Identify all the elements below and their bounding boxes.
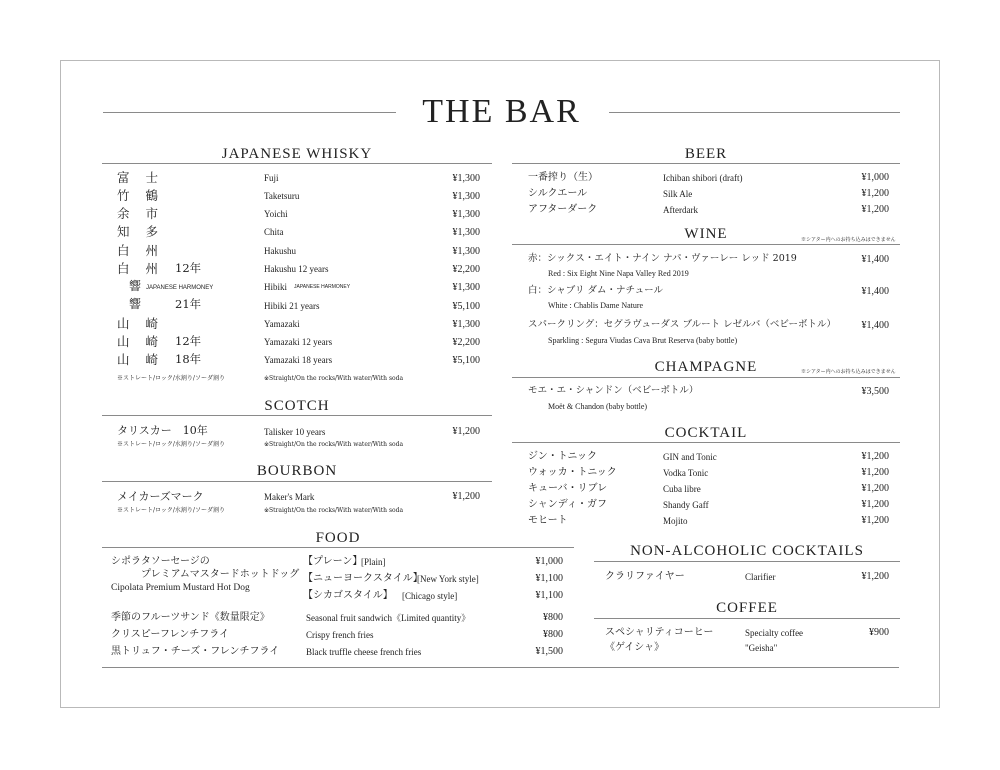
page-title: THE BAR [422, 93, 581, 130]
whisky-en: Yamazaki 18 years [264, 355, 333, 365]
section-wine: WINE [684, 226, 728, 242]
champagne-en: Moët & Chandon (baby bottle) [548, 402, 648, 411]
whisky-price: ¥2,200 [452, 337, 480, 348]
cocktail-price: ¥1,200 [861, 451, 889, 462]
whisky-en: Chita [264, 227, 284, 237]
section-scotch: SCOTCH [264, 398, 330, 414]
whisky-jp: 知 多 [117, 224, 164, 239]
whisky-price: ¥1,300 [452, 209, 480, 220]
whisky-jp-sub: JAPANESE HARMONEY [146, 285, 214, 291]
food-item-jp: クリスピーフレンチフライ [111, 629, 229, 640]
beer-jp: アフターダーク [528, 204, 598, 215]
section-champagne: CHAMPAGNE [654, 359, 758, 375]
section-bourbon: BOURBON [256, 463, 338, 479]
whisky-en: Hibiki [264, 282, 288, 292]
cocktail-jp: モヒート [528, 515, 568, 526]
section-rule [594, 561, 900, 562]
beer-price: ¥1,000 [861, 172, 889, 183]
coffee-jp-line2: 《ゲイシャ》 [605, 642, 665, 653]
whisky-price: ¥1,300 [452, 282, 480, 293]
whisky-jp: 白 州 [117, 261, 164, 276]
cocktail-jp: ウォッカ・トニック [528, 467, 617, 478]
section-rule [512, 163, 900, 164]
wine-jp: 白：シャブリ ダム・ナチュール [528, 285, 663, 296]
bottom-rule [102, 667, 899, 668]
cocktail-jp: ジン・トニック [528, 451, 597, 462]
cocktail-jp: キューバ・リブレ [528, 483, 608, 494]
coffee-en-line2: "Geisha" [745, 643, 778, 653]
whisky-age: 12年 [175, 261, 202, 275]
champagne-carry-in-note: ※シアター内へのお持ち込みはできません [801, 369, 896, 375]
food-item-price: ¥800 [543, 612, 563, 623]
section-rule [102, 415, 492, 416]
whisky-jp: 響 [129, 297, 142, 311]
whisky-en: Fuji [264, 173, 279, 183]
whisky-en: Yamazaki 12 years [264, 337, 333, 347]
whisky-jp: 山 崎 [117, 334, 164, 349]
whisky-jp: 山 崎 [117, 316, 164, 331]
section-coffee: COFFEE [716, 600, 778, 616]
serve-note-en: ※Straight/On the rocks/With water/With soda [264, 441, 404, 448]
whisky-jp: 富 士 [117, 170, 164, 185]
food-option-jp: 【ニューヨークスタイル】 [303, 573, 423, 584]
scotch-en: Talisker 10 years [264, 427, 326, 437]
wine-price: ¥1,400 [861, 320, 889, 331]
section-rule [594, 618, 900, 619]
whisky-price: ¥1,300 [452, 191, 480, 202]
food-item-jp: 季節のフルーツサンド《数量限定》 [111, 612, 270, 623]
coffee-price: ¥900 [869, 627, 889, 638]
whisky-age: 12年 [175, 334, 202, 348]
cocktail-jp: シャンディ・ガフ [528, 499, 607, 510]
wine-price: ¥1,400 [861, 286, 889, 297]
whisky-age: 21年 [175, 297, 202, 311]
whisky-jp: 白 州 [117, 243, 164, 258]
food-item-price: ¥1,500 [535, 646, 563, 657]
beer-en: Afterdark [663, 205, 698, 215]
wine-price: ¥1,400 [861, 254, 889, 265]
cocktail-en: GIN and Tonic [663, 452, 717, 462]
beer-jp: 一番搾り（生） [528, 172, 598, 183]
food-option-jp: 【プレーン】 [303, 556, 363, 567]
food-item-en: Seasonal fruit sandwich《Limited quantity》 [306, 613, 471, 623]
serve-note-jp: ※ストレート/ロック/水割り/ソーダ割り [117, 375, 225, 382]
bourbon-en: Maker's Mark [264, 492, 315, 502]
section-japanese-whisky: JAPANESE WHISKY [221, 146, 373, 162]
whisky-en: Taketsuru [264, 191, 300, 201]
food-option-price: ¥1,100 [535, 590, 563, 601]
scotch-jp: タリスカー 10年 [117, 424, 208, 437]
serve-note-jp: ※ストレート/ロック/水割り/ソーダ割り [117, 507, 225, 514]
wine-jp: スパークリング：セグラヴューダス ブルート レゼルバ（ベビーボトル） [528, 319, 837, 330]
food-item-price: ¥800 [543, 629, 563, 640]
section-food: FOOD [315, 530, 361, 546]
whisky-en-sub: JAPANESE HARMONEY [294, 284, 351, 290]
food-option-price: ¥1,000 [535, 556, 563, 567]
beer-en: Ichiban shibori (draft) [663, 173, 743, 183]
whisky-price: ¥2,200 [452, 264, 480, 275]
wine-en: Sparkling : Segura Viudas Cava Brut Reserva (baby bottle) [548, 336, 738, 345]
non-alcoholic-en: Clarifier [745, 572, 776, 582]
bourbon-jp: メイカーズマーク [117, 490, 204, 503]
whisky-en: Yoichi [264, 209, 288, 219]
whisky-en: Hakushu 12 years [264, 264, 329, 274]
food-option-en: [New York style] [417, 574, 479, 584]
food-option-en: [Chicago style] [402, 591, 458, 601]
whisky-price: ¥5,100 [452, 301, 480, 312]
serve-note-jp: ※ストレート/ロック/水割り/ソーダ割り [117, 441, 225, 448]
food-hotdog-en: Cipolata Premium Mustard Hot Dog [111, 583, 250, 593]
whisky-price: ¥1,300 [452, 227, 480, 238]
serve-note-en: ※Straight/On the rocks/With water/With soda [264, 507, 404, 514]
whisky-jp: 余 市 [117, 206, 164, 221]
wine-carry-in-note: ※シアター内へのお持ち込みはできません [801, 237, 896, 243]
wine-jp: 赤：シックス・エイト・ナイン ナパ・ヴァーレー レッド 2019 [528, 253, 797, 264]
beer-jp: シルクエール [528, 188, 588, 199]
whisky-price: ¥1,300 [452, 246, 480, 257]
non-alcoholic-price: ¥1,200 [861, 571, 889, 582]
beer-price: ¥1,200 [861, 204, 889, 215]
whisky-price: ¥5,100 [452, 355, 480, 366]
section-cocktail: COCKTAIL [664, 425, 748, 441]
food-hotdog-jp-line2: プレミアムマスタードホットドッグ [141, 569, 300, 580]
bourbon-price: ¥1,200 [452, 491, 480, 502]
cocktail-en: Shandy Gaff [663, 500, 709, 510]
cocktail-price: ¥1,200 [861, 483, 889, 494]
serve-note-en: ※Straight/On the rocks/With water/With soda [264, 375, 404, 382]
cocktail-en: Mojito [663, 516, 688, 526]
cocktail-price: ¥1,200 [861, 467, 889, 478]
food-option-en: [Plain] [361, 557, 386, 567]
section-rule [512, 442, 900, 443]
whisky-en: Hibiki 21 years [264, 301, 320, 311]
whisky-age: 18年 [175, 352, 202, 366]
section-beer: BEER [684, 146, 728, 162]
food-option-price: ¥1,100 [535, 573, 563, 584]
whisky-price: ¥1,300 [452, 173, 480, 184]
cocktail-en: Cuba libre [663, 484, 701, 494]
wine-en: Red : Six Eight Nine Napa Valley Red 2019 [548, 269, 689, 278]
whisky-price: ¥1,300 [452, 319, 480, 330]
coffee-en-line1: Specialty coffee [745, 628, 804, 638]
section-rule [102, 163, 492, 164]
whisky-jp: 竹 鶴 [117, 188, 164, 203]
title-rule-right [609, 112, 900, 113]
whisky-jp: 山 崎 [117, 352, 164, 367]
whisky-en: Hakushu [264, 246, 296, 256]
food-item-en: Black truffle cheese french fries [306, 647, 422, 657]
wine-en: White : Chablis Dame Nature [548, 301, 644, 310]
cocktail-en: Vodka Tonic [663, 468, 709, 478]
title-block [103, 92, 900, 132]
section-rule [102, 547, 574, 548]
cocktail-price: ¥1,200 [861, 515, 889, 526]
coffee-jp-line1: スペシャリティコーヒー [605, 627, 714, 638]
food-option-jp: 【シカゴスタイル】 [303, 590, 393, 601]
food-hotdog-jp-line1: シポラタソーセージの [111, 556, 210, 567]
whisky-en: Yamazaki [264, 319, 300, 329]
champagne-price: ¥3,500 [861, 386, 889, 397]
non-alcoholic-jp: クラリファイヤー [605, 571, 685, 582]
whisky-jp: 響 [129, 279, 142, 293]
scotch-price: ¥1,200 [452, 426, 480, 437]
food-item-en: Crispy french fries [306, 630, 374, 640]
section-rule [512, 377, 900, 378]
section-rule [512, 244, 900, 245]
section-rule [102, 481, 492, 482]
beer-price: ¥1,200 [861, 188, 889, 199]
champagne-jp: モエ・エ・シャンドン（ベビーボトル） [528, 385, 699, 396]
cocktail-price: ¥1,200 [861, 499, 889, 510]
beer-en: Silk Ale [663, 189, 693, 199]
section-non-alcoholic: NON-ALCOHOLIC COCKTAILS [630, 543, 864, 559]
food-item-jp: 黒トリュフ・チーズ・フレンチフライ [111, 646, 280, 657]
